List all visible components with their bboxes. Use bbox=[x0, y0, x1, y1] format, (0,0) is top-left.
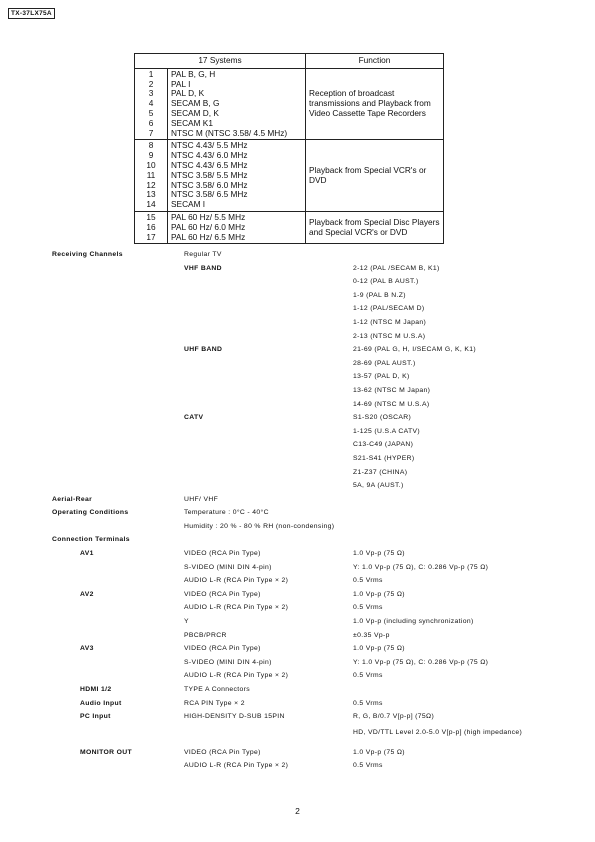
system-number: 16 bbox=[146, 221, 156, 232]
function-column-header: Function bbox=[306, 54, 444, 69]
model-number-label: TX-37LX75A bbox=[8, 8, 55, 19]
aerial-rear-label: Aerial-Rear bbox=[52, 495, 93, 503]
spec-row bbox=[0, 357, 595, 371]
spec-row bbox=[0, 370, 595, 384]
system-number: 9 bbox=[148, 150, 154, 161]
catv-channel: S21-S41 (HYPER) bbox=[353, 454, 415, 462]
systems-group-3 bbox=[135, 211, 444, 243]
system-number: 5 bbox=[148, 107, 154, 118]
terminal-type: AUDIO L-R (RCA Pin Type × 2) bbox=[184, 672, 289, 680]
vhf-channel: 1-9 (PAL B N.Z) bbox=[353, 291, 406, 299]
humidity-value: Humidity : 20 % - 80 % RH (non-condensing) bbox=[184, 522, 335, 530]
vhf-channel: 2-12 (PAL /SECAM B, K1) bbox=[353, 264, 440, 272]
catv-channel: C13-C49 (JAPAN) bbox=[353, 441, 414, 449]
spec-row bbox=[0, 275, 595, 289]
spec-row bbox=[0, 316, 595, 330]
terminal-type: VIDEO (RCA Pin Type) bbox=[184, 645, 261, 653]
spec-row bbox=[0, 601, 595, 615]
spec-row bbox=[0, 289, 595, 303]
spec-row bbox=[0, 466, 595, 480]
terminal-type: VIDEO (RCA Pin Type) bbox=[184, 550, 261, 558]
system-name: PAL D, K bbox=[171, 88, 205, 99]
system-number: 15 bbox=[146, 211, 156, 222]
terminal-type: TYPE A Connectors bbox=[184, 686, 251, 693]
terminal-type: S-VIDEO (MINI DIN 4-pin) bbox=[184, 563, 272, 571]
terminal-type: PBCB/PRCR bbox=[184, 631, 227, 639]
audio-input-label: Audio Input bbox=[80, 699, 122, 707]
system-number: 4 bbox=[148, 98, 154, 109]
system-name: NTSC M (NTSC 3.58/ 4.5 MHz) bbox=[171, 127, 288, 138]
system-name: SECAM I bbox=[171, 199, 206, 210]
system-name: NTSC 4.43/ 5.5 MHz bbox=[171, 140, 248, 151]
system-function: Reception of broadcast transmissions and Playback from Video Cassette Tape Recorders bbox=[306, 68, 444, 140]
terminal-value: 0.5 Vrms bbox=[353, 672, 383, 680]
system-number: 14 bbox=[146, 199, 156, 210]
system-name: PAL I bbox=[171, 78, 191, 89]
spec-row bbox=[0, 411, 595, 425]
spec-row bbox=[0, 759, 595, 773]
terminal-value: 1.0 Vp-p (including synchronization) bbox=[353, 618, 474, 626]
spec-row bbox=[0, 669, 595, 683]
catv-channel: 1-125 (U.S.A CATV) bbox=[353, 427, 420, 435]
pc-input-label: PC Input bbox=[80, 713, 111, 721]
system-numbers bbox=[135, 68, 168, 140]
systems-table bbox=[134, 53, 444, 244]
spec-row bbox=[0, 533, 595, 547]
spec-row bbox=[0, 479, 595, 493]
spec-row bbox=[0, 520, 595, 534]
systems-group-2 bbox=[135, 140, 444, 212]
spec-row bbox=[0, 574, 595, 588]
system-name: NTSC 3.58/ 6.0 MHz bbox=[171, 179, 248, 190]
terminal-value: 0.5 Vrms bbox=[353, 699, 383, 707]
terminal-type: VIDEO (RCA Pin Type) bbox=[184, 590, 261, 598]
av3-label: AV3 bbox=[80, 645, 94, 653]
system-names bbox=[168, 211, 306, 243]
specifications-list bbox=[0, 248, 595, 773]
system-number: 12 bbox=[146, 179, 156, 190]
system-number: 17 bbox=[146, 231, 156, 242]
terminal-value: 1.0 Vp-p (75 Ω) bbox=[353, 550, 405, 558]
uhf-channel: 14-69 (NTSC M U.S.A) bbox=[353, 400, 430, 408]
system-name: PAL B, G, H bbox=[171, 68, 216, 79]
terminal-value: ±0.35 Vp-p bbox=[353, 631, 390, 639]
systems-group-1 bbox=[135, 68, 444, 140]
system-numbers bbox=[135, 140, 168, 212]
vhf-channel: 1-12 (PAL/SECAM D) bbox=[353, 305, 425, 313]
spec-row bbox=[0, 642, 595, 656]
spec-row bbox=[0, 629, 595, 643]
spec-row bbox=[0, 302, 595, 316]
spec-row bbox=[0, 398, 595, 412]
system-name: NTSC 4.43/ 6.5 MHz bbox=[171, 159, 248, 170]
terminal-value: 1.0 Vp-p (75 Ω) bbox=[353, 645, 405, 653]
terminal-value: 0.5 Vrms bbox=[353, 604, 383, 612]
catv-label: CATV bbox=[184, 414, 204, 422]
uhf-channel: 13-57 (PAL D, K) bbox=[353, 373, 410, 381]
spec-row bbox=[0, 561, 595, 575]
regular-tv-label: Regular TV bbox=[184, 251, 222, 258]
terminal-value: Y: 1.0 Vp-p (75 Ω), C: 0.286 Vp-p (75 Ω) bbox=[353, 658, 489, 666]
system-name: SECAM D, K bbox=[171, 107, 219, 118]
system-name: SECAM K1 bbox=[171, 117, 213, 128]
spec-row bbox=[0, 547, 595, 561]
system-name: NTSC 3.58/ 5.5 MHz bbox=[171, 169, 248, 180]
system-name: SECAM B, G bbox=[171, 98, 220, 109]
terminal-value: Y: 1.0 Vp-p (75 Ω), C: 0.286 Vp-p (75 Ω) bbox=[353, 563, 489, 571]
system-name: NTSC 4.43/ 6.0 MHz bbox=[171, 150, 248, 161]
uhf-band-label: UHF BAND bbox=[184, 346, 223, 354]
terminal-value: 1.0 Vp-p (75 Ω) bbox=[353, 748, 405, 756]
temperature-value: Temperature : 0°C - 40°C bbox=[184, 509, 269, 517]
spec-row bbox=[0, 343, 595, 357]
spec-row bbox=[0, 746, 595, 760]
catv-channel: S1-S20 (OSCAR) bbox=[353, 414, 412, 422]
terminal-value: 0.5 Vrms bbox=[353, 577, 383, 585]
spec-row bbox=[0, 615, 595, 629]
spec-row bbox=[0, 248, 595, 262]
terminal-type: S-VIDEO (MINI DIN 4-pin) bbox=[184, 658, 272, 666]
spec-row bbox=[0, 724, 595, 746]
uhf-channel: 21-69 (PAL G, H, I/SECAM G, K, K1) bbox=[353, 346, 476, 354]
spec-row bbox=[0, 452, 595, 466]
system-number: 7 bbox=[148, 127, 154, 138]
system-number: 13 bbox=[146, 189, 156, 200]
system-name: PAL 60 Hz/ 6.5 MHz bbox=[171, 231, 246, 242]
operating-conditions-label: Operating Conditions bbox=[52, 509, 129, 517]
av2-label: AV2 bbox=[80, 590, 94, 598]
catv-channel: Z1-Z37 (CHINA) bbox=[353, 468, 408, 476]
spec-row bbox=[0, 493, 595, 507]
system-number: 2 bbox=[148, 78, 154, 89]
spec-row bbox=[0, 330, 595, 344]
system-number: 11 bbox=[146, 169, 156, 180]
system-number: 8 bbox=[148, 140, 154, 151]
system-number: 6 bbox=[148, 117, 154, 128]
system-name: PAL 60 Hz/ 6.0 MHz bbox=[171, 221, 246, 232]
catv-channel: 5A, 9A (AUST.) bbox=[353, 482, 404, 490]
uhf-channel: 13-62 (NTSC M Japan) bbox=[353, 386, 431, 394]
system-name: PAL 60 Hz/ 5.5 MHz bbox=[171, 211, 246, 222]
terminal-type: VIDEO (RCA Pin Type) bbox=[184, 748, 261, 756]
monitor-out-label: MONITOR OUT bbox=[80, 748, 133, 756]
aerial-rear-value: UHF/ VHF bbox=[184, 495, 219, 503]
spec-row bbox=[0, 506, 595, 520]
spec-row bbox=[0, 588, 595, 602]
system-numbers bbox=[135, 211, 168, 243]
vhf-band-label: VHF BAND bbox=[184, 264, 222, 272]
page-number: 2 bbox=[295, 806, 300, 816]
av1-label: AV1 bbox=[80, 550, 94, 558]
spec-row bbox=[0, 710, 595, 724]
spec-row bbox=[0, 262, 595, 276]
terminal-type: AUDIO L-R (RCA Pin Type × 2) bbox=[184, 762, 289, 770]
spec-row bbox=[0, 384, 595, 398]
system-names bbox=[168, 68, 306, 140]
vhf-channel: 0-12 (PAL B AUST.) bbox=[353, 278, 419, 286]
systems-column-header: 17 Systems bbox=[135, 54, 306, 69]
system-number: 10 bbox=[146, 159, 156, 170]
system-name: NTSC 3.58/ 6.5 MHz bbox=[171, 189, 248, 200]
spec-row bbox=[0, 425, 595, 439]
vhf-channel: 1-12 (NTSC M Japan) bbox=[353, 318, 427, 326]
terminal-type: HIGH-DENSITY D-SUB 15PIN bbox=[184, 713, 285, 721]
receiving-channels-label: Receiving Channels bbox=[52, 251, 123, 258]
terminal-value: R, G, B/0.7 V[p-p] (75Ω) bbox=[353, 713, 435, 721]
spec-row bbox=[0, 697, 595, 711]
terminal-value: 0.5 Vrms bbox=[353, 762, 383, 770]
system-number: 3 bbox=[148, 88, 154, 99]
system-names bbox=[168, 140, 306, 212]
terminal-type: AUDIO L-R (RCA Pin Type × 2) bbox=[184, 577, 289, 585]
terminal-value: 1.0 Vp-p (75 Ω) bbox=[353, 590, 405, 598]
uhf-channel: 28-69 (PAL AUST.) bbox=[353, 359, 416, 367]
system-number: 1 bbox=[148, 68, 154, 79]
terminal-type: AUDIO L-R (RCA Pin Type × 2) bbox=[184, 604, 289, 612]
terminal-type: Y bbox=[184, 618, 189, 626]
connection-terminals-label: Connection Terminals bbox=[52, 536, 130, 544]
system-function: Playback from Special VCR's or DVD bbox=[306, 140, 444, 212]
terminal-type: RCA PIN Type × 2 bbox=[184, 699, 245, 707]
hdmi-label: HDMI 1/2 bbox=[80, 686, 112, 693]
spec-row bbox=[0, 438, 595, 452]
terminal-value: HD, VD/TTL Level 2.0-5.0 V[p-p] (high impedance) bbox=[353, 728, 523, 736]
vhf-channel: 2-13 (NTSC M U.S.A) bbox=[353, 332, 426, 340]
spec-row bbox=[0, 683, 595, 697]
spec-row bbox=[0, 656, 595, 670]
systems-table-header bbox=[135, 54, 444, 69]
system-function: Playback from Special Disc Players and Special VCR's or DVD bbox=[306, 211, 444, 243]
